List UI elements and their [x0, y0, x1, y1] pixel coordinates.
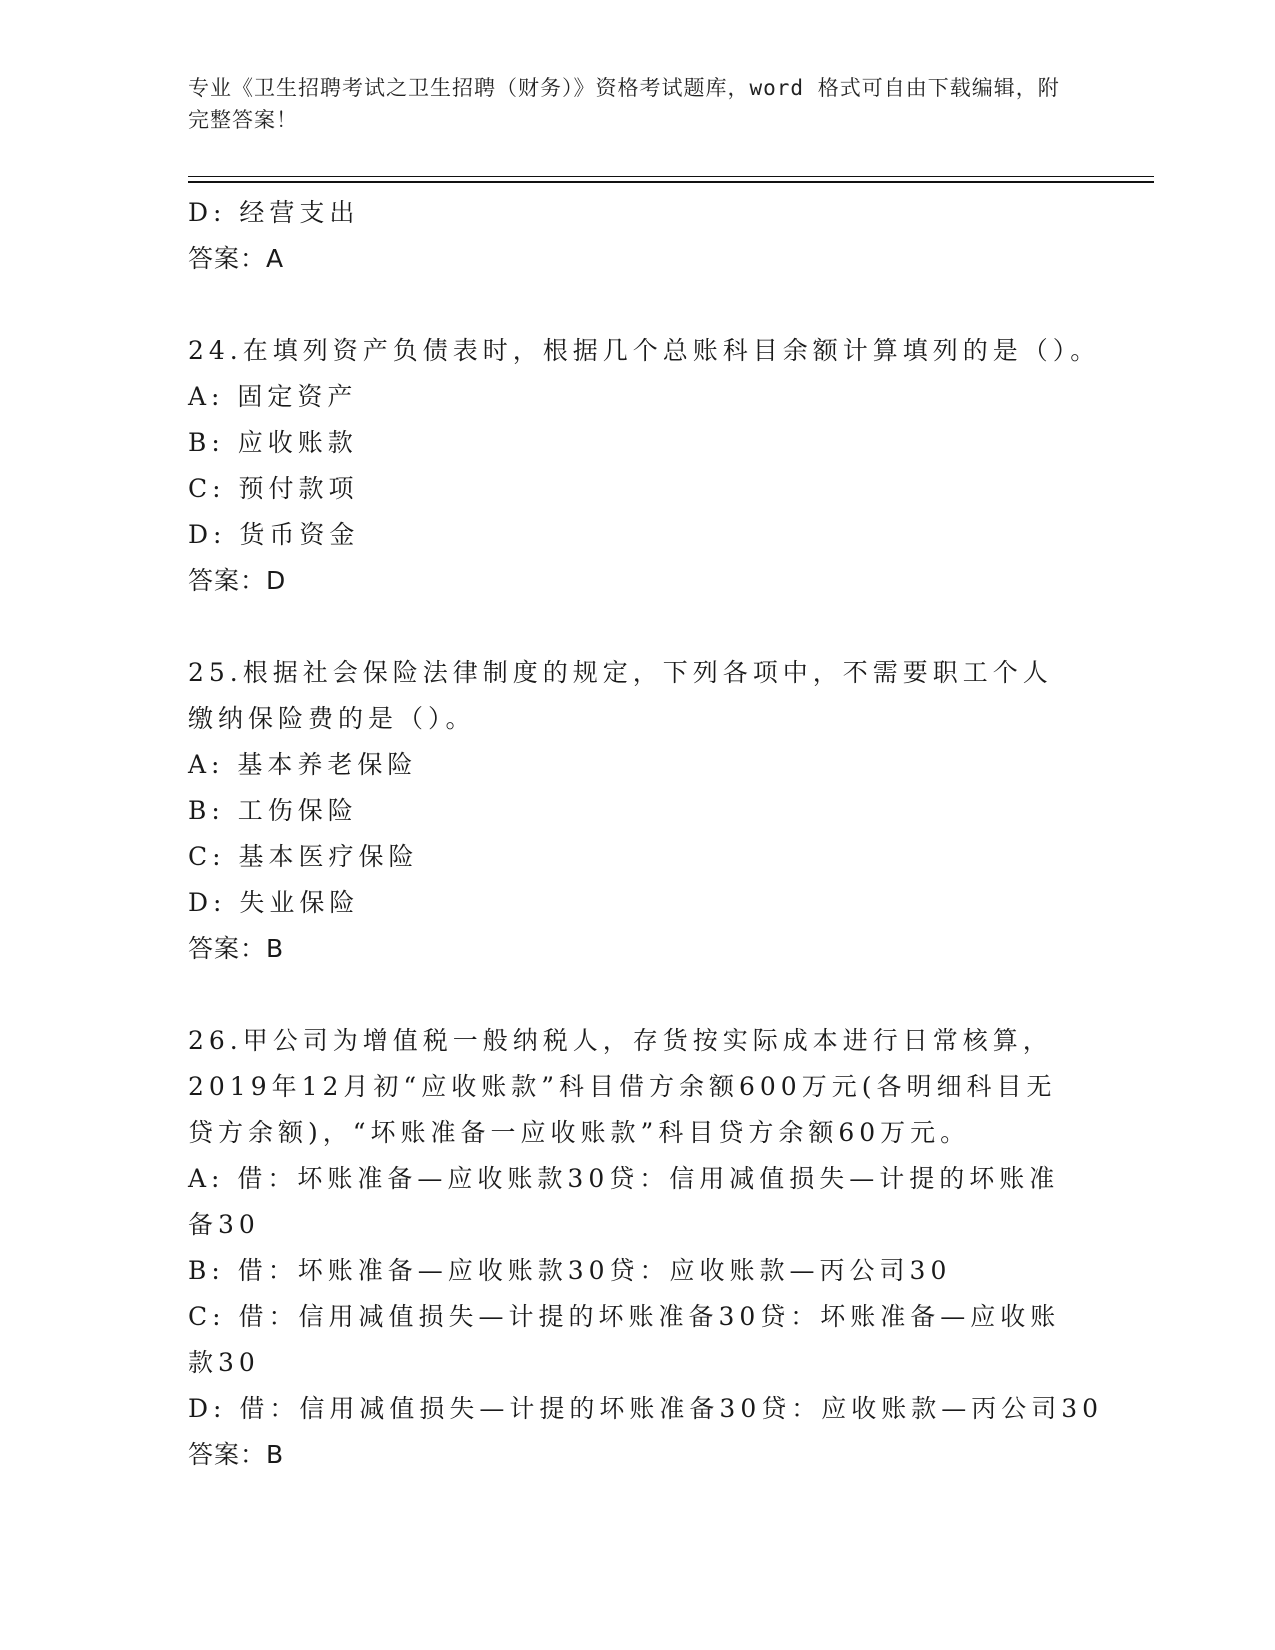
q26-answer: 答案：B [188, 1440, 285, 1469]
q24-answer: 答案：D [188, 566, 287, 595]
q25-option-d: D: 失业保险 [188, 888, 360, 917]
question-content [188, 190, 1104, 1478]
prev-option-d: D: 经营支出 [188, 198, 360, 227]
q25-answer: 答案：B [188, 934, 285, 963]
q26-option-b: B: 借：坏账准备—应收账款30贷：应收账款—丙公司30 [188, 1256, 952, 1285]
q24-stem: 24.在填列资产负债表时，根据几个总账科目余额计算填列的是（）。 [188, 336, 1101, 365]
prev-answer: 答案：A [188, 244, 285, 273]
q24-option-b: B: 应收账款 [188, 428, 358, 457]
q26-option-c: C: 借：信用减值损失—计提的坏账准备30贷：坏账准备—应收账款30 [188, 1302, 1061, 1377]
header-rule-thin [188, 176, 1154, 177]
q24-option-d: D: 货币资金 [188, 520, 360, 549]
q24-option-c: C: 预付款项 [188, 474, 359, 503]
q25-stem: 25.根据社会保险法律制度的规定，下列各项中，不需要职工个人缴纳保险费的是（）。 [188, 658, 1053, 733]
q25-option-b: B: 工伤保险 [188, 796, 358, 825]
header-rule-thick [188, 181, 1154, 183]
q25-option-a: A: 基本养老保险 [188, 750, 418, 779]
document-header: 专业《卫生招聘考试之卫生招聘（财务）》资格考试题库，word 格式可自由下载编辑，附完整答案！ [188, 76, 1060, 132]
q26-option-d: D: 借：信用减值损失—计提的坏账准备30贷：应收账款—丙公司30 [188, 1394, 1104, 1423]
q24-option-a: A: 固定资产 [188, 382, 358, 411]
q26-option-a: A: 借：坏账准备—应收账款30贷：信用减值损失—计提的坏账准备30 [188, 1164, 1060, 1239]
q25-option-c: C: 基本医疗保险 [188, 842, 419, 871]
q26-stem: 26.甲公司为增值税一般纳税人，存货按实际成本进行日常核算，2019年12月初“应收账款”科目借方余额600万元(各明细科目无贷方余额)，“坏账准备一应收账款”科目贷方余额60万元。 [188, 1026, 1057, 1147]
